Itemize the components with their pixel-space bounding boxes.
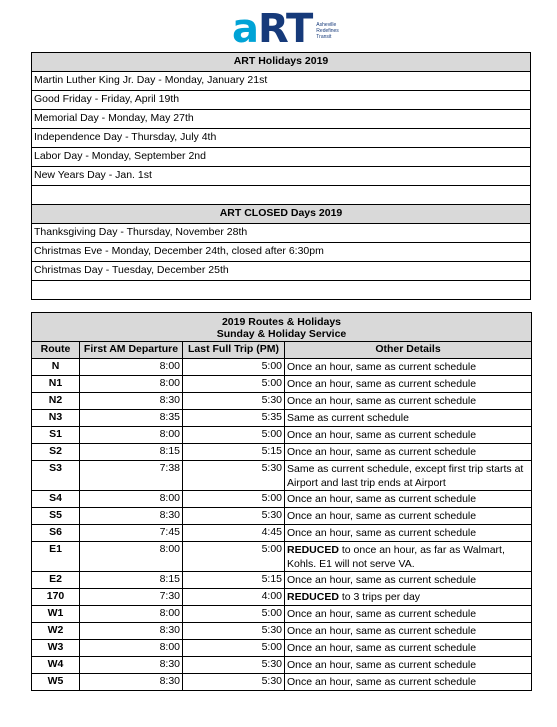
last-trip: 5:00	[183, 359, 285, 376]
last-trip: 5:35	[183, 410, 285, 427]
holiday-item: New Years Day - Jan. 1st	[32, 167, 531, 186]
logo-letters-rt: RT	[258, 6, 313, 52]
route-details	[285, 640, 532, 657]
details-text: Once an hour, same as current schedule	[287, 574, 477, 586]
first-departure: 8:00	[80, 542, 183, 572]
column-header-other-details: Other Details	[285, 342, 532, 359]
route-row	[32, 508, 532, 525]
last-trip: 5:00	[183, 376, 285, 393]
route-code: W2	[32, 623, 80, 640]
holidays-title: ART Holidays 2019	[32, 53, 531, 72]
details-text: to once an hour, as far as Walmart, Kohls. E1 will not serve VA.	[287, 544, 505, 570]
route-code: N2	[32, 393, 80, 410]
first-departure: 7:38	[80, 461, 183, 491]
route-row	[32, 640, 532, 657]
route-row	[32, 525, 532, 542]
first-departure: 8:30	[80, 657, 183, 674]
route-row	[32, 657, 532, 674]
route-code: S2	[32, 444, 80, 461]
routes-title	[32, 313, 532, 342]
route-code: N3	[32, 410, 80, 427]
route-row	[32, 376, 532, 393]
last-trip: 5:30	[183, 623, 285, 640]
blank-row	[32, 186, 531, 205]
route-code: N	[32, 359, 80, 376]
route-rows	[32, 359, 532, 691]
logo-tagline-line: Asheville	[316, 22, 337, 28]
route-code: W5	[32, 674, 80, 691]
holiday-item: Martin Luther King Jr. Day - Monday, January 21st	[32, 72, 531, 91]
routes-subtitle-line: Sunday & Holiday Service	[216, 328, 347, 340]
details-text: to 3 trips per day	[338, 591, 421, 603]
route-code: N1	[32, 376, 80, 393]
logo-tagline-line: Redefines	[316, 28, 339, 34]
last-trip: 5:00	[183, 542, 285, 572]
route-row	[32, 589, 532, 606]
last-trip: 5:00	[183, 606, 285, 623]
details-text: Same as current schedule, except first trip starts at Airport and last trip ends at Airport	[287, 463, 524, 489]
details-text: Once an hour, same as current schedule	[287, 429, 477, 441]
route-details	[285, 674, 532, 691]
first-departure: 8:35	[80, 410, 183, 427]
route-details	[285, 572, 532, 589]
route-code: S1	[32, 427, 80, 444]
last-trip: 5:00	[183, 427, 285, 444]
closed-day-item: Christmas Day - Tuesday, December 25th	[32, 262, 531, 281]
first-departure: 8:00	[80, 359, 183, 376]
last-trip: 5:00	[183, 640, 285, 657]
route-details	[285, 657, 532, 674]
details-text: Once an hour, same as current schedule	[287, 642, 477, 654]
routes-title-line: 2019 Routes & Holidays	[221, 316, 342, 328]
holiday-item: Independence Day - Thursday, July 4th	[32, 129, 531, 148]
route-code: W1	[32, 606, 80, 623]
route-row	[32, 674, 532, 691]
route-code: W3	[32, 640, 80, 657]
first-departure: 8:15	[80, 444, 183, 461]
route-row	[32, 427, 532, 444]
first-departure: 8:00	[80, 640, 183, 657]
first-departure: 8:30	[80, 623, 183, 640]
details-text: Once an hour, same as current schedule	[287, 493, 477, 505]
logo-wordmark	[232, 6, 313, 52]
last-trip: 5:30	[183, 508, 285, 525]
closed-day-item: Thanksgiving Day - Thursday, November 28th	[32, 224, 531, 243]
first-departure: 7:45	[80, 525, 183, 542]
first-departure: 8:30	[80, 674, 183, 691]
routes-table	[31, 312, 532, 691]
route-details	[285, 491, 532, 508]
route-row	[32, 359, 532, 376]
details-text: Once an hour, same as current schedule	[287, 676, 477, 688]
details-text: Once an hour, same as current schedule	[287, 395, 477, 407]
closed-day-item: Christmas Eve - Monday, December 24th, closed after 6:30pm	[32, 243, 531, 262]
route-details	[285, 542, 532, 572]
route-code: E2	[32, 572, 80, 589]
holiday-item: Labor Day - Monday, September 2nd	[32, 148, 531, 167]
route-code: 170	[32, 589, 80, 606]
details-text: Once an hour, same as current schedule	[287, 361, 477, 373]
details-emphasis: REDUCED	[287, 591, 339, 603]
route-row	[32, 410, 532, 427]
route-details	[285, 376, 532, 393]
first-departure: 8:30	[80, 508, 183, 525]
last-trip: 5:15	[183, 444, 285, 461]
route-row	[32, 623, 532, 640]
holidays-table	[31, 52, 531, 300]
logo-letter-a: a	[232, 6, 258, 52]
first-departure: 8:30	[80, 393, 183, 410]
route-code: W4	[32, 657, 80, 674]
last-trip: 5:30	[183, 461, 285, 491]
first-departure: 7:30	[80, 589, 183, 606]
last-trip: 5:15	[183, 572, 285, 589]
details-emphasis: REDUCED	[287, 544, 339, 556]
blank-row	[32, 281, 531, 300]
details-text: Once an hour, same as current schedule	[287, 378, 477, 390]
route-row	[32, 542, 532, 572]
last-trip: 5:30	[183, 393, 285, 410]
details-text: Once an hour, same as current schedule	[287, 510, 477, 522]
closed-days-title: ART CLOSED Days 2019	[32, 205, 531, 224]
route-row	[32, 444, 532, 461]
route-details	[285, 508, 532, 525]
route-details	[285, 606, 532, 623]
route-details	[285, 461, 532, 491]
details-text: Once an hour, same as current schedule	[287, 625, 477, 637]
route-row	[32, 491, 532, 508]
details-text: Once an hour, same as current schedule	[287, 527, 477, 539]
logo-tagline-line: Transit	[316, 34, 332, 40]
route-details	[285, 623, 532, 640]
route-row	[32, 606, 532, 623]
first-departure: 8:00	[80, 376, 183, 393]
route-row	[32, 572, 532, 589]
route-details	[285, 444, 532, 461]
route-details	[285, 589, 532, 606]
holiday-item: Good Friday - Friday, April 19th	[32, 91, 531, 110]
route-details	[285, 525, 532, 542]
column-header-first-departure: First AM Departure	[80, 342, 183, 359]
details-text: Once an hour, same as current schedule	[287, 446, 477, 458]
route-code: E1	[32, 542, 80, 572]
last-trip: 4:45	[183, 525, 285, 542]
route-code: S3	[32, 461, 80, 491]
route-code: S6	[32, 525, 80, 542]
details-text: Once an hour, same as current schedule	[287, 608, 477, 620]
first-departure: 8:00	[80, 606, 183, 623]
first-departure: 8:00	[80, 491, 183, 508]
first-departure: 8:15	[80, 572, 183, 589]
route-details	[285, 359, 532, 376]
last-trip: 5:30	[183, 657, 285, 674]
route-details	[285, 393, 532, 410]
route-row	[32, 461, 532, 491]
first-departure: 8:00	[80, 427, 183, 444]
details-text: Same as current schedule	[287, 412, 409, 424]
last-trip: 4:00	[183, 589, 285, 606]
route-details	[285, 410, 532, 427]
art-logo	[232, 6, 342, 52]
logo-tagline	[316, 22, 339, 40]
route-row	[32, 393, 532, 410]
route-details	[285, 427, 532, 444]
route-code: S4	[32, 491, 80, 508]
details-text: Once an hour, same as current schedule	[287, 659, 477, 671]
holiday-item: Memorial Day - Monday, May 27th	[32, 110, 531, 129]
last-trip: 5:00	[183, 491, 285, 508]
last-trip: 5:30	[183, 674, 285, 691]
column-header-route: Route	[32, 342, 80, 359]
column-header-last-trip: Last Full Trip (PM)	[183, 342, 285, 359]
route-code: S5	[32, 508, 80, 525]
